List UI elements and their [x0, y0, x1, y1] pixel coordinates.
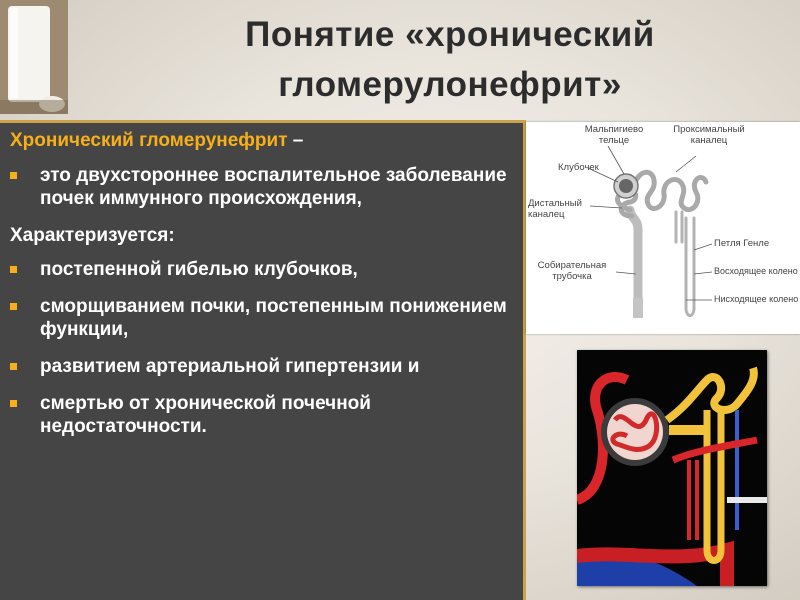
- label-henle: Петля Генле: [714, 238, 770, 249]
- label-collecting: Собирательная трубочка: [537, 260, 607, 282]
- list-item-text: смертью от хронической почечной недостаточности.: [40, 393, 371, 437]
- list-item: [10, 164, 515, 210]
- list-item: [10, 295, 515, 341]
- list-item-text: постепенной гибелью клубочков,: [40, 259, 358, 280]
- bullet-marker: [10, 400, 17, 407]
- list-item: [10, 392, 515, 438]
- text-panel: [0, 120, 526, 600]
- bullet-marker: [10, 363, 17, 370]
- lead-dash: –: [287, 130, 304, 151]
- definition-text: это двухстороннее воспалительное заболевание почек иммунного происхождения,: [40, 165, 507, 209]
- characterized-heading: Характеризуется:: [10, 225, 175, 246]
- list-item-text: сморщиванием почки, постепенным понижением функции,: [40, 296, 507, 340]
- list-item: [10, 258, 515, 281]
- label-descending: Нисходящее колено: [714, 294, 799, 304]
- bullet-marker: [10, 172, 17, 179]
- bullet-marker: [10, 303, 17, 310]
- label-distal: Дистальный каналец: [528, 198, 582, 220]
- lead-term: Хронический гломерунефрит: [10, 130, 288, 151]
- label-glomerulus: Клубочек: [558, 162, 599, 173]
- label-ascending: Восходящее колено: [714, 266, 798, 276]
- list-item-text: развитием артериальной гипертензии и: [40, 356, 420, 377]
- title-line-2: гломерулонефрит»: [278, 65, 622, 104]
- bullet-marker: [10, 266, 17, 273]
- slide-title: [120, 10, 780, 110]
- corner-photo-milk: [0, 0, 68, 114]
- label-malpighian: Мальпигиево тельце: [584, 124, 644, 146]
- label-proximal: Проксимальный каналец: [673, 124, 745, 146]
- nephron-color-drawing: [577, 350, 767, 586]
- list-item: [10, 355, 515, 378]
- lead-line: [10, 129, 515, 152]
- title-line-1: Понятие «хронический: [245, 15, 655, 54]
- nephron-diagram: [526, 122, 800, 334]
- nephron-color-illustration: [577, 350, 767, 586]
